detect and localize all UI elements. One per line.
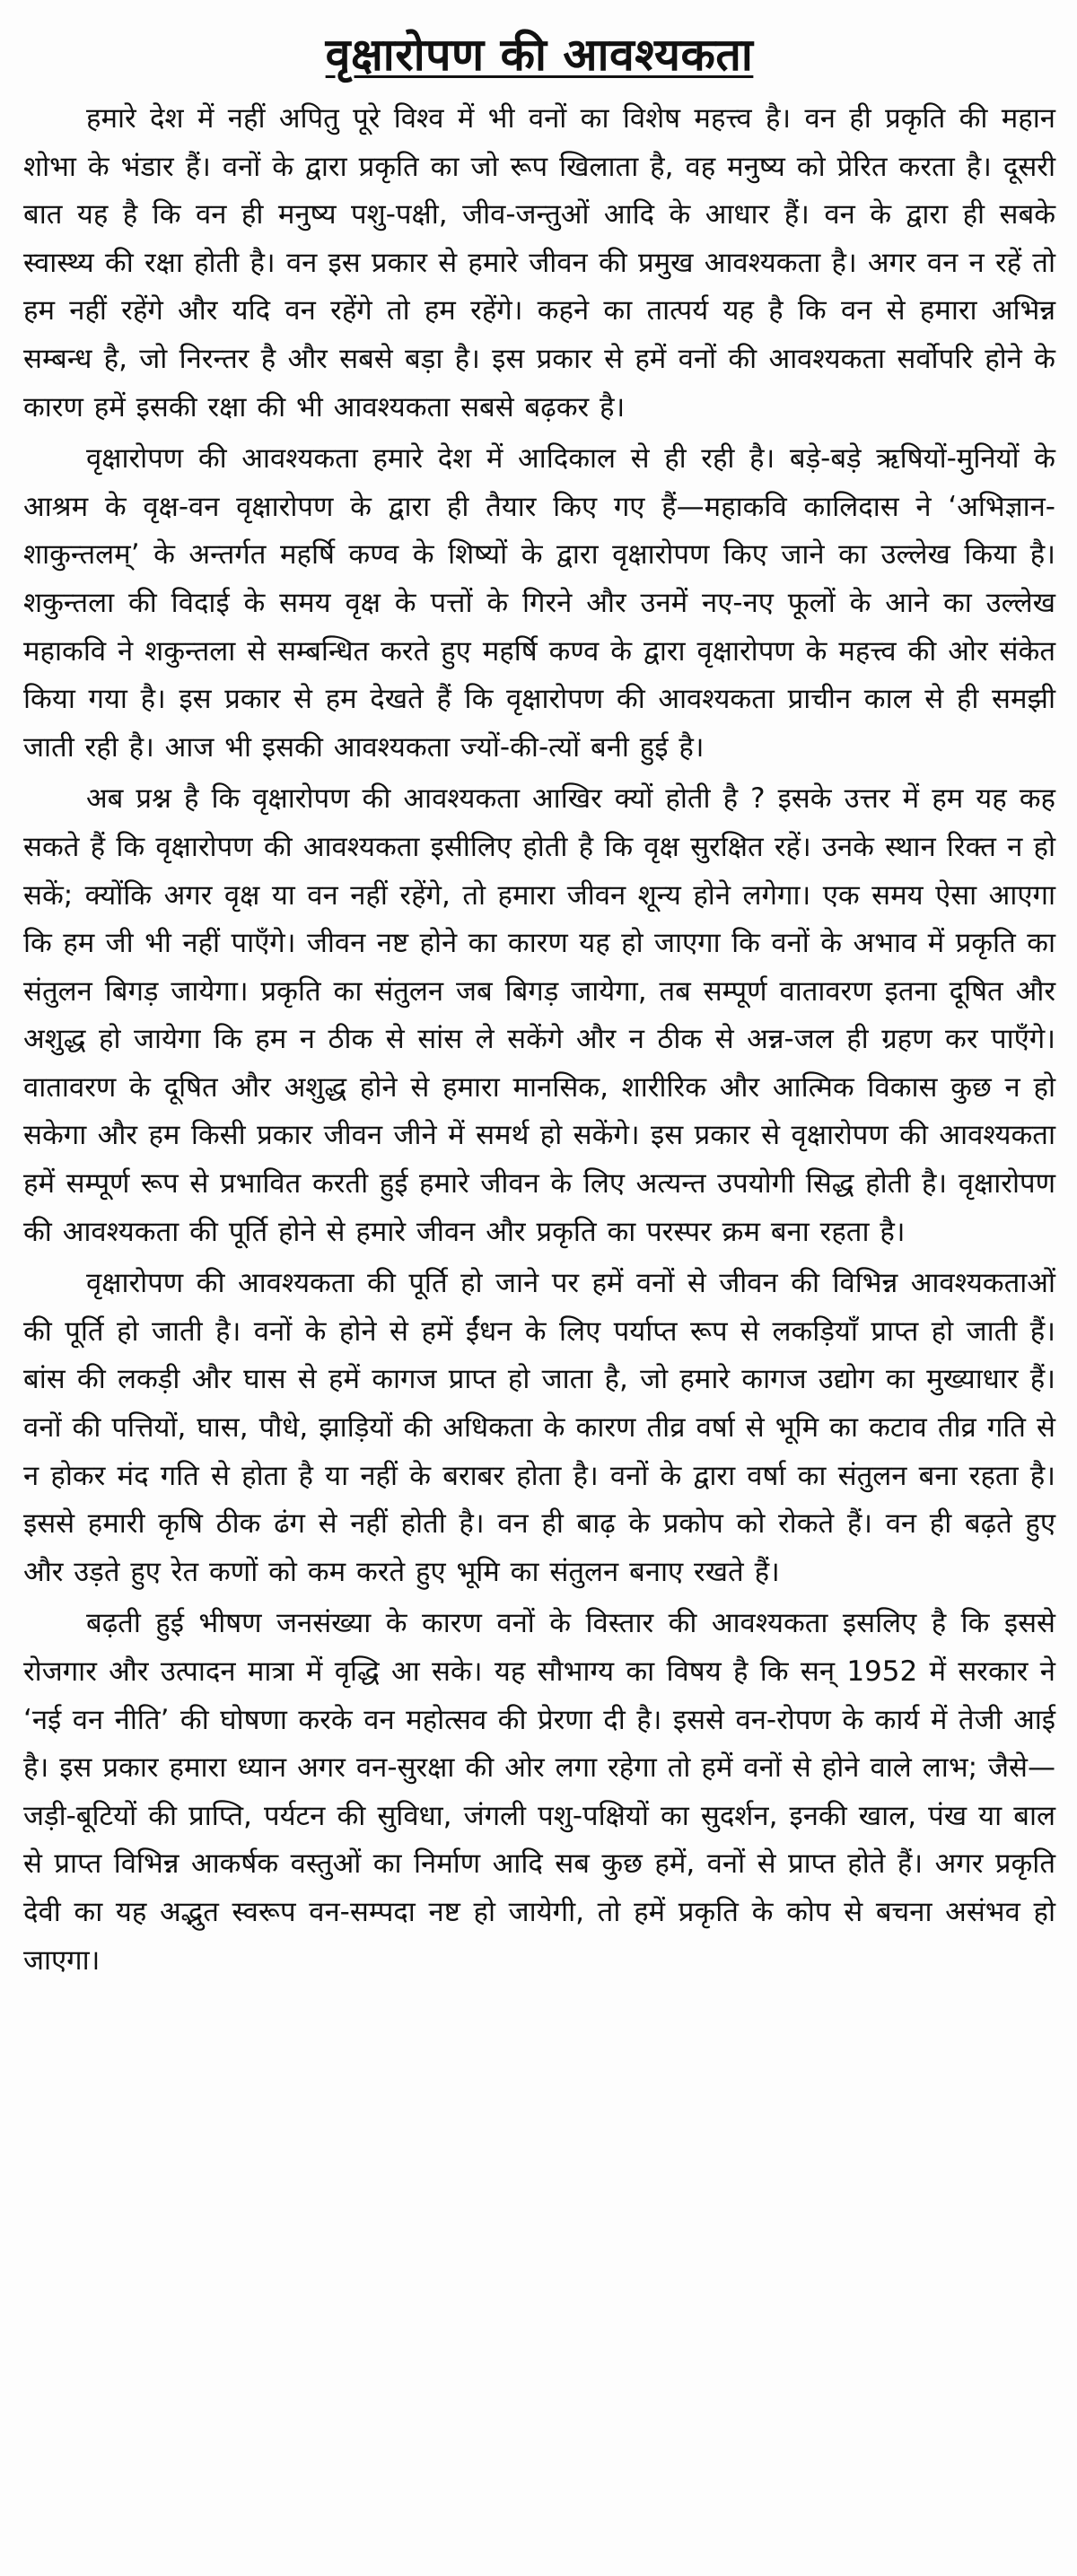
paragraph-1: हमारे देश में नहीं अपितु पूरे विश्व में भी वनों का विशेष महत्त्व है। वन ही प्रकृति की महान शोभा के भंडार हैं। वनों के द्वारा प्रकृति का जो रूप खिलाता है, वह मनुष्य को प्रेरित करता है। दूसरी बात यह है कि वन ही मनुष्य पशु-पक्षी, जीव-जन्तुओं आदि के आधार हैं। वन के द्वारा ही सबके स्वास्थ्य की रक्षा होती है। वन इस प्रकार से हमारे जीवन की प्रमुख आवश्यकता है। अगर वन न रहें तो हम नहीं रहेंगे और यदि वन रहेंगे तो हम रहेंगे। कहने का तात्पर्य यह है कि वन से हमारा अभिन्न सम्बन्ध है, जो निरन्तर है और सबसे बड़ा है। इस प्रकार से हमें वनों की आवश्यकता सर्वोपरि होने के कारण हमें इसकी रक्षा की भी आवश्यकता सबसे बढ़कर है। xyxy=(23,102,1055,424)
paragraph-4: वृक्षारोपण की आवश्यकता की पूर्ति हो जाने पर हमें वनों से जीवन की विभिन्न आवश्यकताओं की पूर्ति हो जाती है। वनों के होने से हमें ईंधन के लिए पर्याप्त रूप से लकड़ियाँ प्राप्त हो जाती हैं। बांस की लकड़ी और घास से हमें कागज प्राप्त हो जाता है, जो हमारे कागज उद्योग का मुख्याधार हैं। वनों की पत्तियों, घास, पौधे, झाड़ियों की अधिकता के कारण तीव्र वर्षा से भूमि का कटाव तीव्र गति से न होकर मंद गति से होता है या नहीं के बराबर होता है। वनों के द्वारा वर्षा का संतुलन बना रहता है। इससे हमारी कृषि ठीक ढंग से नहीं होती है। वन ही बाढ़ के प्रकोप को रोकते हैं। वन ही बढ़ते हुए और उड़ते हुए रेत कणों को कम करते हुए भूमि का संतुलन बनाए रखते हैं। xyxy=(23,1267,1055,1588)
essay-title: वृक्षारोपण की आवश्यकता xyxy=(325,29,754,81)
paragraph-2: वृक्षारोपण की आवश्यकता हमारे देश में आदिकाल से ही रही है। बड़े-बड़े ऋषियों-मुनियों के आश्रम के वृक्ष-वन वृक्षारोपण के द्वारा ही तैयार किए गए हैं—महाकवि कालिदास ने ‘अभिज्ञान- शाकुन्तलम्’ के अन्तर्गत महर्षि कण्व के शिष्यों के द्वारा वृक्षारोपण किए जाने का उल्लेख किया है। शकुन्तला की विदाई के समय वृक्ष के पत्तों के गिरने और उनमें नए-नए फूलों के आने का उल्लेख महाकवि ने शकुन्तला से सम्बन्धित करते हुए महर्षि कण्व के द्वारा वृक्षारोपण के महत्त्व की ओर संकेत किया गया है। इस प्रकार से हम देखते हैं कि वृक्षारोपण की आवश्यकता प्राचीन काल से ही समझी जाती रही है। आज भी इसकी आवश्यकता ज्यों-की-त्यों बनी हुई है। xyxy=(23,442,1055,764)
paragraph-3: अब प्रश्न है कि वृक्षारोपण की आवश्यकता आखिर क्यों होती है ? इसके उत्तर में हम यह कह सकते हैं कि वृक्षारोपण की आवश्यकता इसीलिए होती है कि वृक्ष सुरक्षित रहें। उनके स्थान रिक्त न हो सकें; क्योंकि अगर वृक्ष या वन नहीं रहेंगे, तो हमारा जीवन शून्य होने लगेगा। एक समय ऐसा आएगा कि हम जी भी नहीं पाएँगे। जीवन नष्ट होने का कारण यह हो जाएगा कि वनों के अभाव में प्रकृति का संतुलन बिगड़ जायेगा। प्रकृति का संतुलन जब बिगड़ जायेगा, तब सम्पूर्ण वातावरण इतना दूषित और अशुद्ध हो जायेगा कि हम न ठीक से सांस ले सकेंगे और न ठीक से अन्न-जल ही ग्रहण कर पाएँगे। वातावरण के दूषित और अशुद्ध होने से हमारा मानसिक, शारीरिक और आत्मिक विकास कुछ न हो सकेगा और हम किसी प्रकार जीवन जीने में समर्थ हो सकेंगे। इस प्रकार से वृक्षारोपण की आवश्यकता हमें सम्पूर्ण रूप से प्रभावित करती हुई हमारे जीवन के लिए अत्यन्त उपयोगी सिद्ध होती है। वृक्षारोपण की आवश्यकता की पूर्ति होने से हमारे जीवन और प्रकृति का परस्पर क्रम बना रहता है। xyxy=(23,782,1055,1248)
paragraph-5: बढ़ती हुई भीषण जनसंख्या के कारण वनों के विस्तार की आवश्यकता इसलिए है कि इससे रोजगार और उत्पादन मात्रा में वृद्धि आ सके। यह सौभाग्य का विषय है कि सन् 1952 में सरकार ने ‘नई वन नीति’ की घोषणा करके वन महोत्सव की प्रेरणा दी है। इससे वन-रोपण के कार्य में तेजी आई है। इस प्रकार हमारा ध्यान अगर वन-सुरक्षा की ओर लगा रहेगा तो हमें वनों से होने वाले लाभ; जैसे—जड़ी-बूटियों की प्राप्ति, पर्यटन की सुविधा, जंगली पशु-पक्षियों का सुदर्शन, इनकी खाल, पंख या बाल से प्राप्त विभिन्न आकर्षक वस्तुओं का निर्माण आदि सब कुछ हमें, वनों से प्राप्त होते हैं। अगर प्रकृति देवी का यह अद्भुत स्वरूप वन-सम्पदा नष्ट हो जायेगी, तो हमें प्रकृति के कोप से बचना असंभव हो जाएगा। xyxy=(23,1607,1055,1977)
